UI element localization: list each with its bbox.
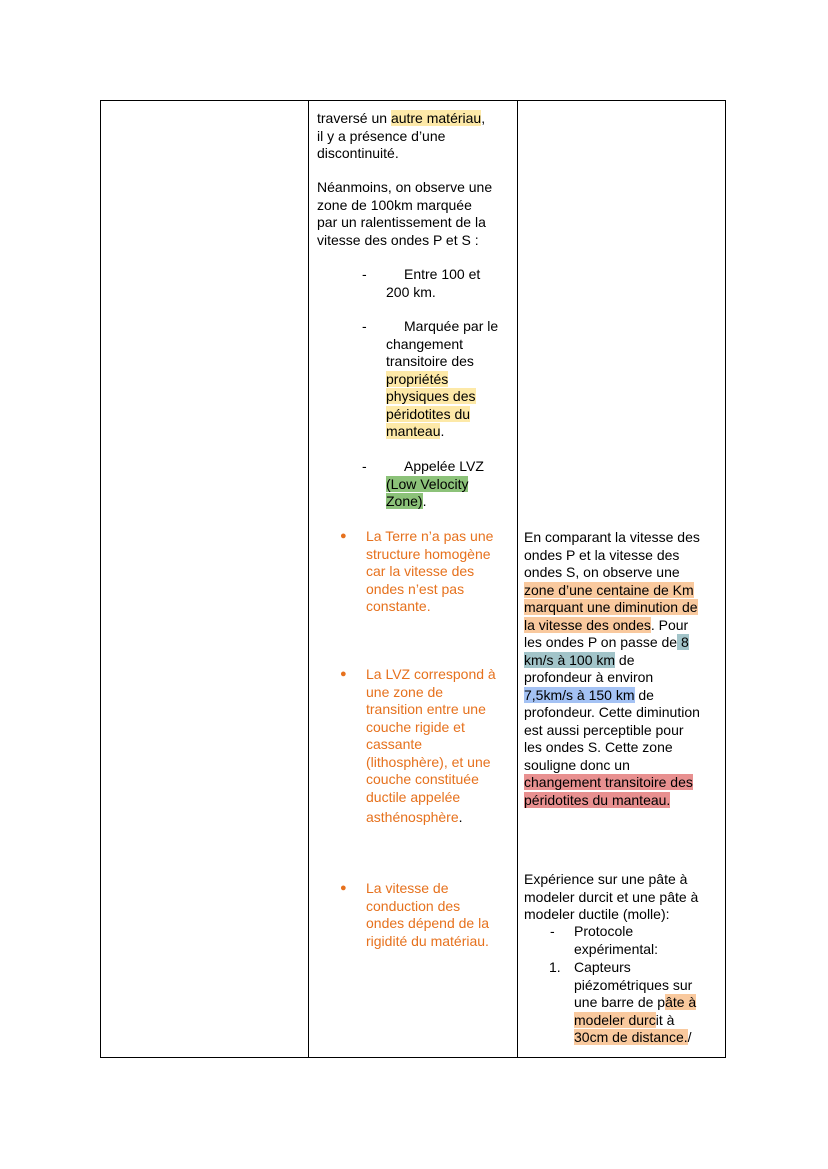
dash-marker: - bbox=[362, 318, 367, 334]
bullet-lvz-transition: La LVZ correspond à une zone de transition entre une couche rigide et cassante (lithosphère), et une couche constituée ductile appelée asthénosphère. bbox=[366, 666, 496, 825]
bullet-icon: ● bbox=[340, 668, 347, 680]
column-divider-1 bbox=[308, 101, 309, 1057]
list-item-range: Entre 100 et 200 km. bbox=[386, 266, 481, 300]
right-paragraph-experiment: Expérience sur une pâte à modeler durcit et une pâte à modeler ductile (molle): bbox=[524, 871, 699, 922]
protocol-step-1: Capteurs piézométriques sur une barre de pâte à modeler durcit à 30cm de distance./ bbox=[574, 959, 697, 1045]
dash-marker: - bbox=[362, 458, 367, 474]
list-item-lvz: Appelée LVZ (Low Velocity Zone). bbox=[386, 458, 484, 509]
bullet-icon: ● bbox=[340, 530, 347, 542]
column-divider-2 bbox=[517, 101, 518, 1057]
list-item-marked: Marquée par le changement transitoire des propriétés physiques des péridotites du manteau. bbox=[386, 318, 499, 439]
middle-paragraph-2: Néanmoins, on observe une zone de 100km marquée par un ralentissement de la vitesse des ondes P et S : bbox=[317, 179, 493, 248]
bullet-icon: ● bbox=[340, 882, 347, 894]
dash-marker: - bbox=[550, 923, 555, 939]
middle-paragraph-1: traversé un autre matériau, il y a présence d’une discontinuité. bbox=[317, 110, 486, 161]
right-paragraph-comparison: En comparant la vitesse des ondes P et la vitesse des ondes S, on observe une zone d’une centaine de Km marquant une diminution de la vitesse des ondes. Pour les ondes P on passe de 8 km/s à 100 km de profondeur à environ 7,5km/s à 150 km de profondeur. Cette diminution est aussi perceptible pour les ondes S. Cette zone souligne donc un changement transitoire des péridotites du manteau. bbox=[524, 529, 700, 808]
protocol-heading: Protocole expérimental: bbox=[574, 923, 659, 957]
bullet-earth-structure: La Terre n’a pas une structure homogène car la vitesse des ondes n’est pas constante. bbox=[366, 528, 494, 614]
dash-marker: - bbox=[362, 266, 367, 282]
step-number: 1. bbox=[549, 959, 561, 975]
bullet-conduction-speed: La vitesse de conduction des ondes dépend de la rigidité du matériau. bbox=[366, 880, 489, 949]
